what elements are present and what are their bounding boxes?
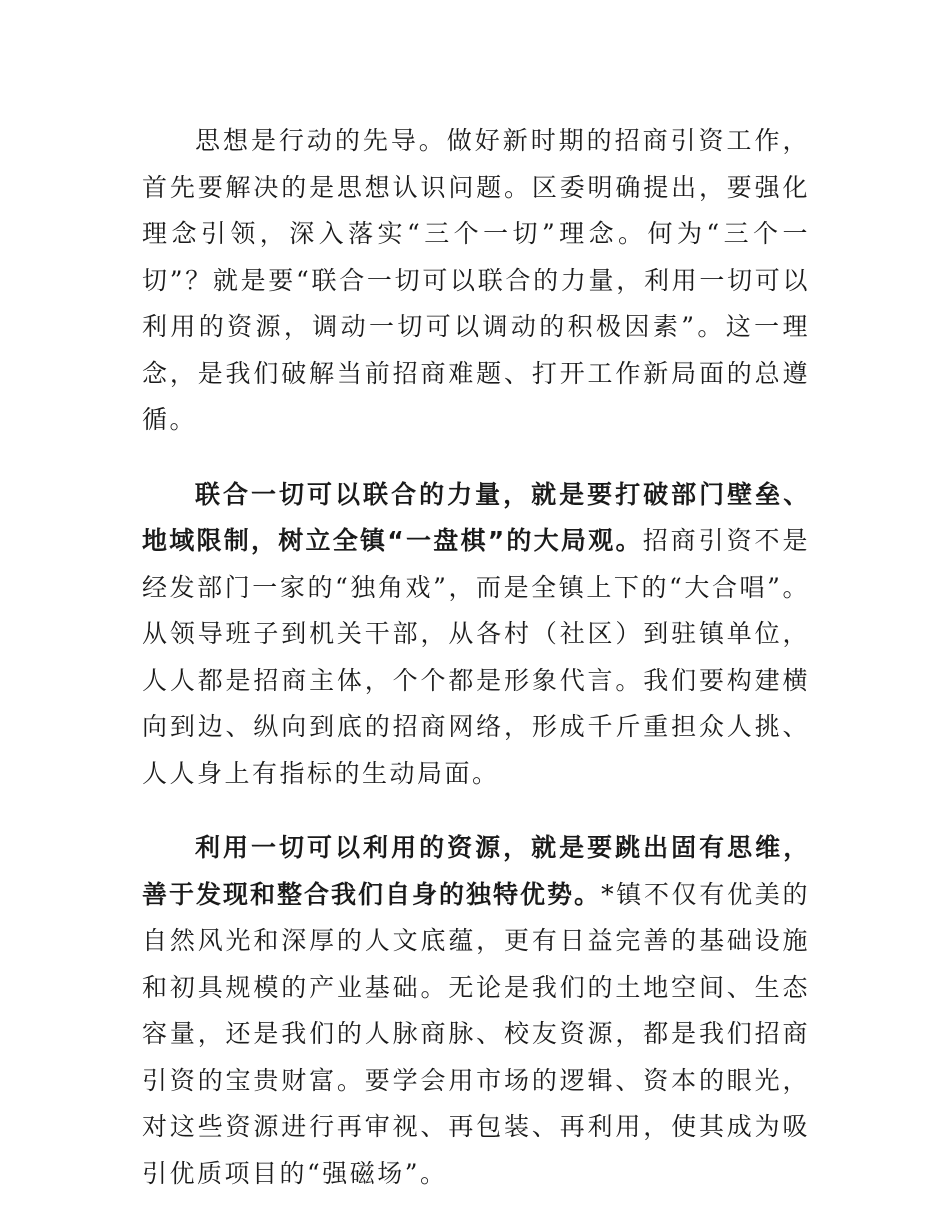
paragraph-lead: 利用一切可以利用的资源，就是要跳出固有思维，善于发现和整合我们自身的独特优势。 — [142, 833, 810, 909]
document-body — [142, 118, 810, 1225]
paragraph-lead: 联合一切可以联合的力量，就是要打破部门壁垒、地域限制，树立全镇“一盘棋”的大局观。 — [142, 479, 810, 555]
paragraph-thinking-first — [142, 118, 810, 444]
paragraph-text: 招商引资不是经发部门一家的“独角戏”，而是全镇上下的“大合唱”。从领导班子到机关干部，从各村（社区）到驻镇单位，人人都是招商主体，个个都是形象代言。我们要构建横向到边、纵向到底的招商网络，形成千斤重担众人挑、人人身上有指标的生动局面。 — [142, 526, 810, 788]
paragraph-text: 思想是行动的先导。做好新时期的招商引资工作，首先要解决的是思想认识问题。区委明确提出，要强化理念引领，深入落实“三个一切”理念。何为“三个一切”？就是要“联合一切可以联合的力量，利用一切可以利用的资源，调动一切可以调动的积极因素”。这一理念，是我们破解当前招商难题、打开工作新局面的总遵循。 — [142, 126, 810, 434]
paragraph-text: *镇不仅有优美的自然风光和深厚的人文底蕴，更有日益完善的基础设施和初具规模的产业基础。无论是我们的土地空间、生态容量，还是我们的人脉商脉、校友资源，都是我们招商引资的宝贵财富。要学会用市场的逻辑、资本的眼光，对这些资源进行再审视、再包装、再利用，使其成为吸引优质项目的“强磁场”。 — [142, 879, 810, 1188]
paragraph-use-resources — [142, 825, 810, 1197]
paragraph-unite-forces — [142, 472, 810, 798]
